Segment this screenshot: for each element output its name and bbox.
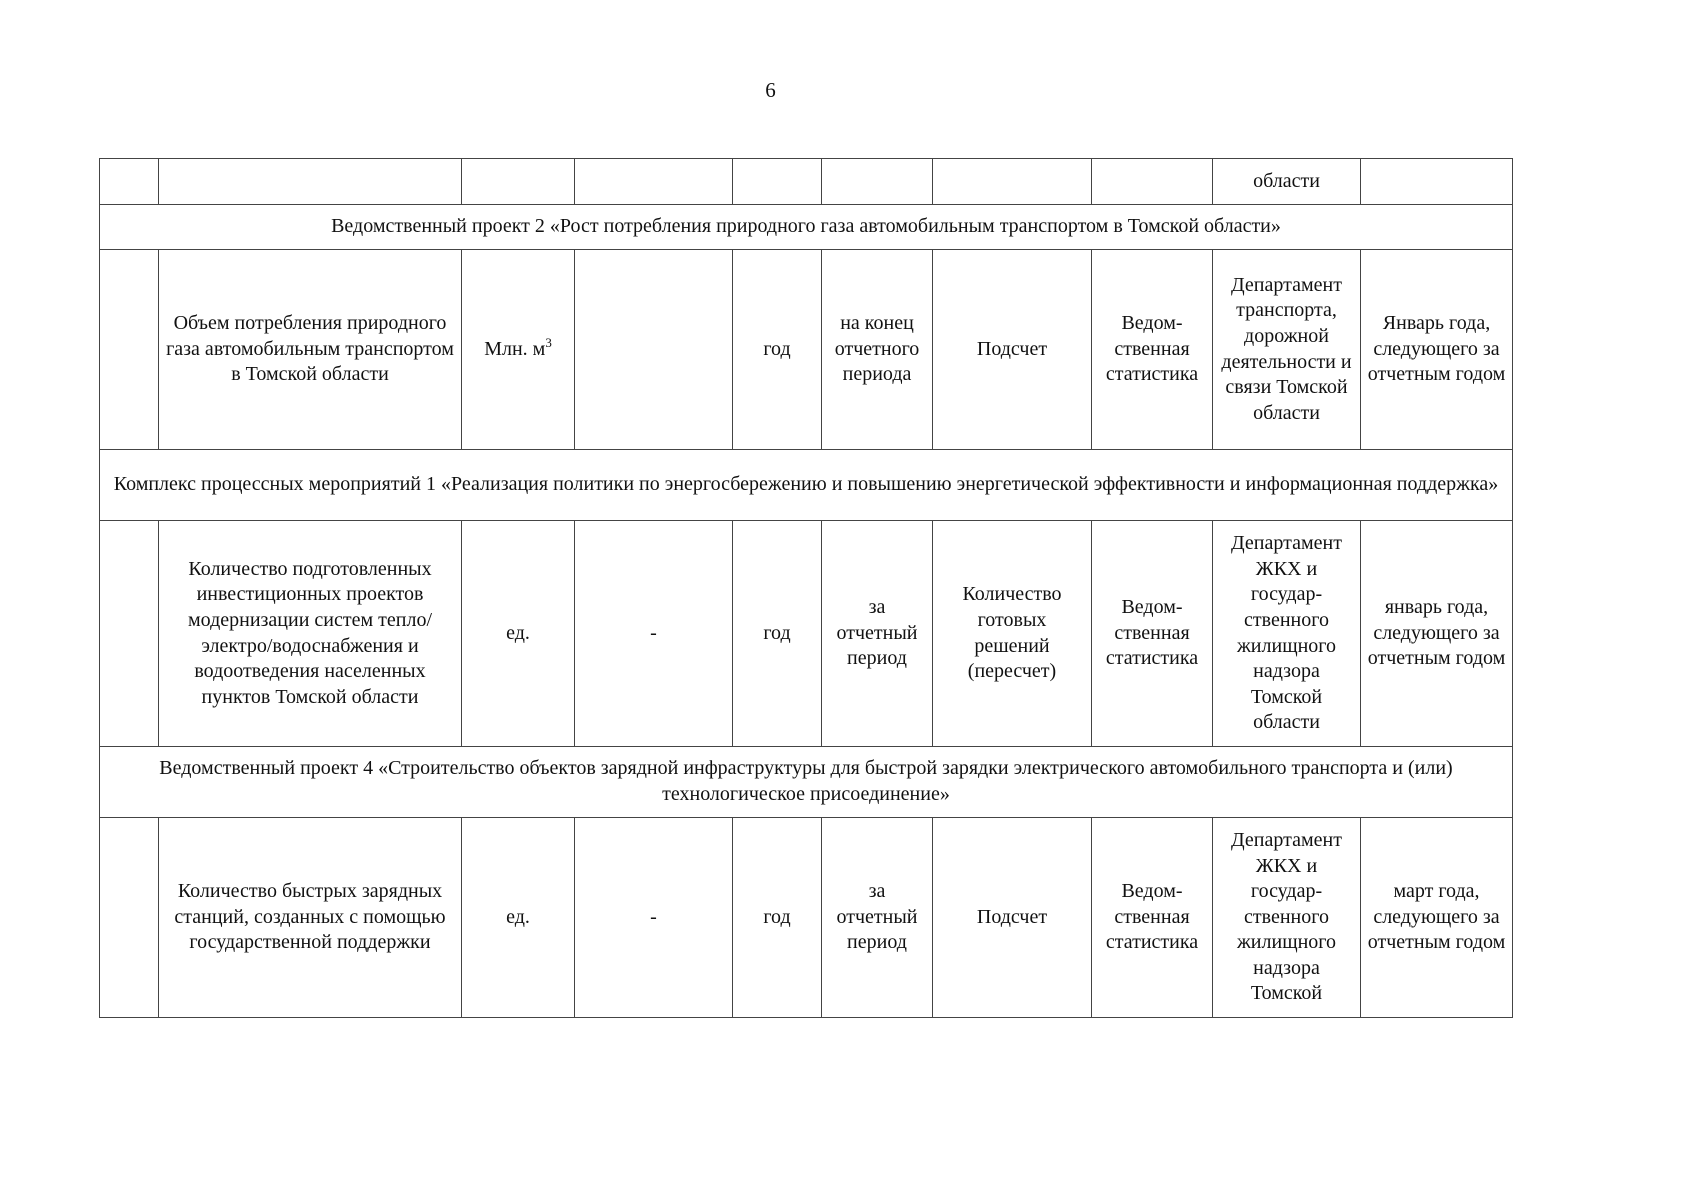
cell-source: Ведом-ственная статистика	[1092, 250, 1213, 450]
table-row-continuation	[100, 159, 1513, 205]
cell-periodicity	[733, 159, 822, 205]
cell-deadline: март года, следующего за отчетным годом	[1361, 818, 1513, 1018]
cell-source: Ведом-ственная статистика	[1092, 521, 1213, 747]
cell-number	[100, 159, 159, 205]
table-row	[100, 521, 1513, 747]
cell-number	[100, 818, 159, 1018]
section-title: Комплекс процессных мероприятий 1 «Реализация политики по энергосбережению и повышению энергетической эффективности и информационная поддержка»	[100, 450, 1513, 521]
cell-time-characteristic	[822, 159, 933, 205]
cell-unit: ед.	[462, 521, 575, 747]
cell-definition	[575, 250, 733, 450]
cell-periodicity: год	[733, 521, 822, 747]
cell-method: Количество готовых решений (пересчет)	[933, 521, 1092, 747]
cell-time-characteristic: за отчетный период	[822, 521, 933, 747]
cell-method	[933, 159, 1092, 205]
cell-indicator: Количество подготовленных инвестиционных проектов модернизации систем тепло/электро/водоснабжения и водоотведения населенных пунктов Томской области	[159, 521, 462, 747]
cell-method: Подсчет	[933, 818, 1092, 1018]
table-row	[100, 250, 1513, 450]
cell-unit: ед.	[462, 818, 575, 1018]
cell-definition: -	[575, 818, 733, 1018]
cell-source	[1092, 159, 1213, 205]
section-header-row	[100, 450, 1513, 521]
cell-definition	[575, 159, 733, 205]
cell-responsible: Департамент ЖКХ и государ-ственного жилищного надзора Томской области	[1213, 521, 1361, 747]
cell-definition: -	[575, 521, 733, 747]
unit-superscript: 3	[545, 334, 552, 350]
section-title: Ведомственный проект 4 «Строительство объектов зарядной инфраструктуры для быстрой зарядки электрического автомобильного транспорта и (или) технологическое присоединение»	[100, 747, 1513, 818]
section-header-row	[100, 747, 1513, 818]
cell-number	[100, 521, 159, 747]
page-number: 6	[765, 78, 776, 102]
cell-indicator	[159, 159, 462, 205]
indicators-table	[99, 158, 1513, 1018]
cell-time-characteristic: за отчетный период	[822, 818, 933, 1018]
section-header-row	[100, 205, 1513, 250]
cell-deadline: январь года, следующего за отчетным годом	[1361, 521, 1513, 747]
cell-indicator: Количество быстрых зарядных станций, созданных с помощью государственной поддержки	[159, 818, 462, 1018]
cell-responsible: области	[1213, 159, 1361, 205]
cell-source: Ведом-ственная статистика	[1092, 818, 1213, 1018]
cell-periodicity: год	[733, 250, 822, 450]
cell-deadline	[1361, 159, 1513, 205]
cell-deadline: Январь года, следующего за отчетным годом	[1361, 250, 1513, 450]
cell-responsible: Департамент ЖКХ и государ-ственного жилищного надзора Томской	[1213, 818, 1361, 1018]
table-row	[100, 818, 1513, 1018]
unit-text: Млн. м	[484, 337, 546, 360]
cell-method: Подсчет	[933, 250, 1092, 450]
section-title: Ведомственный проект 2 «Рост потребления природного газа автомобильным транспортом в Томской области»	[100, 205, 1513, 250]
cell-periodicity: год	[733, 818, 822, 1018]
cell-time-characteristic: на конец отчетного периода	[822, 250, 933, 450]
cell-indicator: Объем потребления природного газа автомобильным транспортом в Томской области	[159, 250, 462, 450]
cell-unit	[462, 159, 575, 205]
cell-responsible: Департамент транспорта, дорожной деятельности и связи Томской области	[1213, 250, 1361, 450]
cell-number	[100, 250, 159, 450]
cell-unit	[462, 250, 575, 450]
